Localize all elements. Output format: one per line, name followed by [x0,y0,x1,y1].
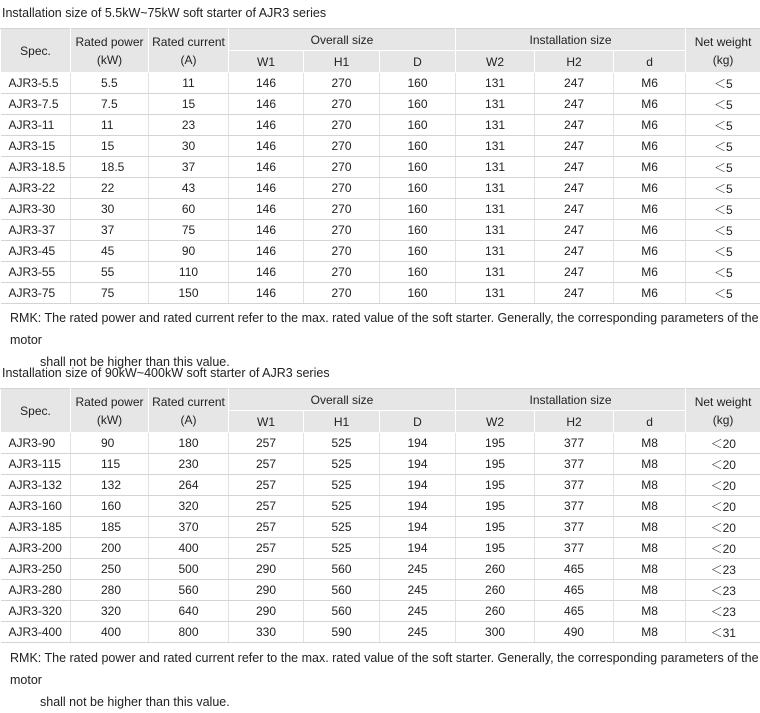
col-header-net-weight: Net weight (kg) [686,389,760,433]
cell-d-lower: M8 [614,538,686,559]
cell-d-upper: 160 [380,178,456,199]
cell-d-upper: 160 [380,157,456,178]
cell-w1: 146 [229,178,304,199]
table-row [1,496,760,517]
cell-h1: 270 [304,241,380,262]
cell-d-upper: 194 [380,517,456,538]
cell-rated-current: 15 [149,94,229,115]
cell-h1: 270 [304,94,380,115]
cell-rated-current: 560 [149,580,229,601]
cell-h2: 465 [535,580,614,601]
cell-d-upper: 160 [380,115,456,136]
col-header-overall-size: Overall size [229,29,456,51]
col-header-rated-current: Rated current (A) [149,29,229,73]
remark-note-small [10,307,760,373]
col-header-w2: W2 [456,411,535,433]
cell-w1: 146 [229,94,304,115]
cell-spec: AJR3-115 [1,454,71,475]
cell-net-weight: ＜5 [686,199,760,220]
cell-d-upper: 194 [380,454,456,475]
table-row [1,136,760,157]
cell-rated-power: 250 [71,559,149,580]
cell-w2: 131 [456,199,535,220]
cell-rated-current: 640 [149,601,229,622]
col-header-w1: W1 [229,51,304,73]
table-row [1,73,760,94]
cell-w1: 146 [229,220,304,241]
col-header-rated-power: Rated power (kW) [71,29,149,73]
cell-d-lower: M8 [614,580,686,601]
table-row [1,601,760,622]
cell-w1: 257 [229,496,304,517]
remark-line-2: shall not be higher than this value. [10,691,760,713]
cell-spec: AJR3-75 [1,283,71,304]
cell-spec: AJR3-200 [1,538,71,559]
table-title-small-series: Installation size of 5.5kW~75kW soft starter of AJR3 series [2,6,326,20]
cell-spec: AJR3-280 [1,580,71,601]
cell-net-weight: ＜5 [686,94,760,115]
installation-size-table-small [0,28,760,304]
cell-rated-current: 400 [149,538,229,559]
cell-rated-power: 37 [71,220,149,241]
cell-w1: 330 [229,622,304,643]
cell-w2: 195 [456,475,535,496]
cell-h1: 270 [304,136,380,157]
table-row [1,199,760,220]
cell-h2: 377 [535,454,614,475]
cell-net-weight: ＜5 [686,220,760,241]
cell-net-weight: ＜31 [686,622,760,643]
cell-net-weight: ＜5 [686,115,760,136]
cell-h1: 560 [304,601,380,622]
cell-d-upper: 160 [380,220,456,241]
table-row [1,622,760,643]
cell-rated-power: 55 [71,262,149,283]
cell-spec: AJR3-37 [1,220,71,241]
cell-d-lower: M8 [614,496,686,517]
cell-spec: AJR3-320 [1,601,71,622]
cell-rated-current: 500 [149,559,229,580]
cell-h1: 560 [304,580,380,601]
table-row [1,157,760,178]
cell-h1: 270 [304,262,380,283]
cell-spec: AJR3-55 [1,262,71,283]
cell-net-weight: ＜5 [686,178,760,199]
cell-h2: 377 [535,433,614,454]
cell-h2: 247 [535,94,614,115]
table-row [1,241,760,262]
cell-w1: 146 [229,115,304,136]
cell-w1: 257 [229,517,304,538]
cell-d-lower: M6 [614,199,686,220]
col-header-d-lower: d [614,411,686,433]
cell-w1: 146 [229,157,304,178]
cell-h2: 465 [535,559,614,580]
cell-w2: 195 [456,433,535,454]
cell-rated-power: 5.5 [71,73,149,94]
cell-rated-power: 280 [71,580,149,601]
cell-h1: 270 [304,115,380,136]
cell-rated-current: 11 [149,73,229,94]
cell-d-upper: 194 [380,475,456,496]
cell-rated-current: 37 [149,157,229,178]
cell-net-weight: ＜20 [686,517,760,538]
cell-spec: AJR3-400 [1,622,71,643]
cell-net-weight: ＜5 [686,136,760,157]
col-header-rated-current: Rated current (A) [149,389,229,433]
cell-rated-power: 115 [71,454,149,475]
cell-h2: 247 [535,115,614,136]
cell-h1: 590 [304,622,380,643]
cell-rated-current: 800 [149,622,229,643]
cell-w2: 131 [456,220,535,241]
remark-line-1: RMK: The rated power and rated current refer to the max. rated value of the soft starter. Generally, the corresponding parameters of the motor [10,647,760,691]
table-row [1,559,760,580]
cell-rated-power: 15 [71,136,149,157]
cell-net-weight: ＜20 [686,433,760,454]
cell-w2: 131 [456,262,535,283]
table-row [1,517,760,538]
cell-d-upper: 194 [380,433,456,454]
cell-spec: AJR3-45 [1,241,71,262]
cell-h2: 247 [535,220,614,241]
cell-net-weight: ＜20 [686,475,760,496]
cell-d-upper: 160 [380,136,456,157]
cell-w2: 195 [456,496,535,517]
cell-rated-current: 90 [149,241,229,262]
cell-spec: AJR3-132 [1,475,71,496]
cell-rated-power: 75 [71,283,149,304]
cell-net-weight: ＜5 [686,283,760,304]
cell-d-lower: M8 [614,601,686,622]
col-header-d-upper: D [380,51,456,73]
cell-rated-current: 370 [149,517,229,538]
cell-d-upper: 160 [380,199,456,220]
col-header-h1: H1 [304,51,380,73]
cell-h2: 247 [535,178,614,199]
cell-rated-power: 18.5 [71,157,149,178]
cell-w2: 131 [456,73,535,94]
cell-w2: 195 [456,454,535,475]
cell-d-upper: 245 [380,601,456,622]
cell-d-lower: M6 [614,157,686,178]
cell-rated-current: 110 [149,262,229,283]
cell-net-weight: ＜20 [686,496,760,517]
cell-rated-power: 45 [71,241,149,262]
col-header-overall-size: Overall size [229,389,456,411]
table-row [1,454,760,475]
cell-rated-power: 400 [71,622,149,643]
cell-d-lower: M8 [614,517,686,538]
cell-w2: 131 [456,94,535,115]
cell-d-upper: 160 [380,262,456,283]
cell-w2: 300 [456,622,535,643]
cell-rated-power: 30 [71,199,149,220]
cell-d-upper: 160 [380,73,456,94]
cell-w1: 146 [229,199,304,220]
cell-w1: 257 [229,538,304,559]
cell-d-lower: M6 [614,136,686,157]
col-header-w2: W2 [456,51,535,73]
cell-spec: AJR3-185 [1,517,71,538]
cell-h2: 377 [535,475,614,496]
table-row [1,433,760,454]
cell-rated-current: 230 [149,454,229,475]
cell-w1: 146 [229,283,304,304]
cell-rated-current: 30 [149,136,229,157]
cell-w1: 146 [229,136,304,157]
cell-w2: 131 [456,136,535,157]
cell-h1: 270 [304,220,380,241]
cell-h1: 270 [304,199,380,220]
cell-h1: 525 [304,454,380,475]
cell-d-lower: M6 [614,241,686,262]
cell-rated-power: 200 [71,538,149,559]
cell-rated-current: 320 [149,496,229,517]
cell-w2: 195 [456,517,535,538]
cell-d-lower: M8 [614,433,686,454]
cell-spec: AJR3-7.5 [1,94,71,115]
col-header-d-lower: d [614,51,686,73]
cell-net-weight: ＜20 [686,454,760,475]
cell-spec: AJR3-30 [1,199,71,220]
cell-w2: 131 [456,115,535,136]
table-row [1,178,760,199]
cell-h2: 247 [535,199,614,220]
cell-h2: 490 [535,622,614,643]
cell-w1: 290 [229,601,304,622]
cell-h2: 465 [535,601,614,622]
cell-h2: 377 [535,496,614,517]
col-header-spec: Spec. [1,29,71,73]
col-header-h2: H2 [535,51,614,73]
remark-note-large [10,647,760,713]
cell-rated-power: 320 [71,601,149,622]
remark-line-1: RMK: The rated power and rated current refer to the max. rated value of the soft starter. Generally, the corresponding parameters of the motor [10,307,760,351]
cell-spec: AJR3-15 [1,136,71,157]
cell-spec: AJR3-22 [1,178,71,199]
cell-d-lower: M6 [614,220,686,241]
cell-w2: 131 [456,241,535,262]
cell-w2: 131 [456,178,535,199]
cell-rated-power: 11 [71,115,149,136]
table-row [1,220,760,241]
cell-h2: 377 [535,517,614,538]
table-row [1,580,760,601]
cell-h1: 270 [304,283,380,304]
col-header-h2: H2 [535,411,614,433]
cell-h2: 247 [535,241,614,262]
cell-net-weight: ＜23 [686,559,760,580]
table-title-large-series: Installation size of 90kW~400kW soft starter of AJR3 series [2,366,330,380]
cell-rated-power: 185 [71,517,149,538]
cell-spec: AJR3-18.5 [1,157,71,178]
cell-w2: 260 [456,559,535,580]
cell-h1: 270 [304,178,380,199]
cell-net-weight: ＜5 [686,157,760,178]
cell-d-upper: 160 [380,283,456,304]
cell-net-weight: ＜23 [686,601,760,622]
cell-h1: 525 [304,475,380,496]
table-row [1,94,760,115]
cell-rated-power: 90 [71,433,149,454]
cell-spec: AJR3-90 [1,433,71,454]
cell-rated-current: 180 [149,433,229,454]
cell-d-upper: 160 [380,94,456,115]
col-header-h1: H1 [304,411,380,433]
cell-rated-current: 60 [149,199,229,220]
cell-rated-current: 43 [149,178,229,199]
cell-h2: 247 [535,283,614,304]
col-header-rated-power: Rated power (kW) [71,389,149,433]
cell-h1: 525 [304,538,380,559]
cell-rated-current: 23 [149,115,229,136]
cell-w2: 131 [456,157,535,178]
cell-d-lower: M6 [614,262,686,283]
table-row [1,538,760,559]
cell-w1: 257 [229,433,304,454]
cell-d-lower: M6 [614,115,686,136]
col-header-d-upper: D [380,411,456,433]
cell-spec: AJR3-250 [1,559,71,580]
cell-d-lower: M8 [614,454,686,475]
table-row [1,115,760,136]
installation-size-table-large [0,388,760,643]
cell-h1: 525 [304,517,380,538]
cell-d-upper: 245 [380,580,456,601]
cell-net-weight: ＜5 [686,241,760,262]
cell-h1: 560 [304,559,380,580]
cell-spec: AJR3-11 [1,115,71,136]
cell-d-upper: 245 [380,559,456,580]
cell-net-weight: ＜20 [686,538,760,559]
cell-w1: 146 [229,241,304,262]
cell-rated-current: 264 [149,475,229,496]
cell-rated-power: 132 [71,475,149,496]
cell-d-lower: M8 [614,622,686,643]
cell-h2: 247 [535,157,614,178]
cell-h1: 525 [304,496,380,517]
cell-h1: 525 [304,433,380,454]
cell-h2: 247 [535,262,614,283]
cell-rated-current: 75 [149,220,229,241]
cell-w1: 257 [229,475,304,496]
table-row [1,262,760,283]
remark-line-2: shall not be higher than this value. [10,351,760,373]
cell-net-weight: ＜5 [686,73,760,94]
cell-d-upper: 160 [380,241,456,262]
cell-d-lower: M6 [614,178,686,199]
cell-w2: 260 [456,601,535,622]
cell-w2: 195 [456,538,535,559]
cell-d-lower: M6 [614,94,686,115]
cell-w2: 131 [456,283,535,304]
cell-rated-current: 150 [149,283,229,304]
col-header-installation-size: Installation size [456,29,686,51]
cell-net-weight: ＜5 [686,262,760,283]
cell-w1: 257 [229,454,304,475]
cell-d-upper: 194 [380,496,456,517]
cell-spec: AJR3-5.5 [1,73,71,94]
table-row [1,475,760,496]
cell-rated-power: 160 [71,496,149,517]
cell-w1: 290 [229,559,304,580]
cell-net-weight: ＜23 [686,580,760,601]
col-header-spec: Spec. [1,389,71,433]
cell-d-upper: 194 [380,538,456,559]
cell-spec: AJR3-160 [1,496,71,517]
cell-h1: 270 [304,157,380,178]
cell-w1: 146 [229,73,304,94]
cell-rated-power: 22 [71,178,149,199]
cell-d-lower: M6 [614,283,686,304]
cell-h2: 377 [535,538,614,559]
cell-h2: 247 [535,73,614,94]
col-header-w1: W1 [229,411,304,433]
cell-d-lower: M8 [614,559,686,580]
cell-d-lower: M6 [614,73,686,94]
cell-w1: 146 [229,262,304,283]
cell-d-upper: 245 [380,622,456,643]
cell-d-lower: M8 [614,475,686,496]
cell-w2: 260 [456,580,535,601]
cell-rated-power: 7.5 [71,94,149,115]
table-row [1,283,760,304]
col-header-net-weight: Net weight (kg) [686,29,760,73]
cell-h2: 247 [535,136,614,157]
cell-h1: 270 [304,73,380,94]
col-header-installation-size: Installation size [456,389,686,411]
cell-w1: 290 [229,580,304,601]
